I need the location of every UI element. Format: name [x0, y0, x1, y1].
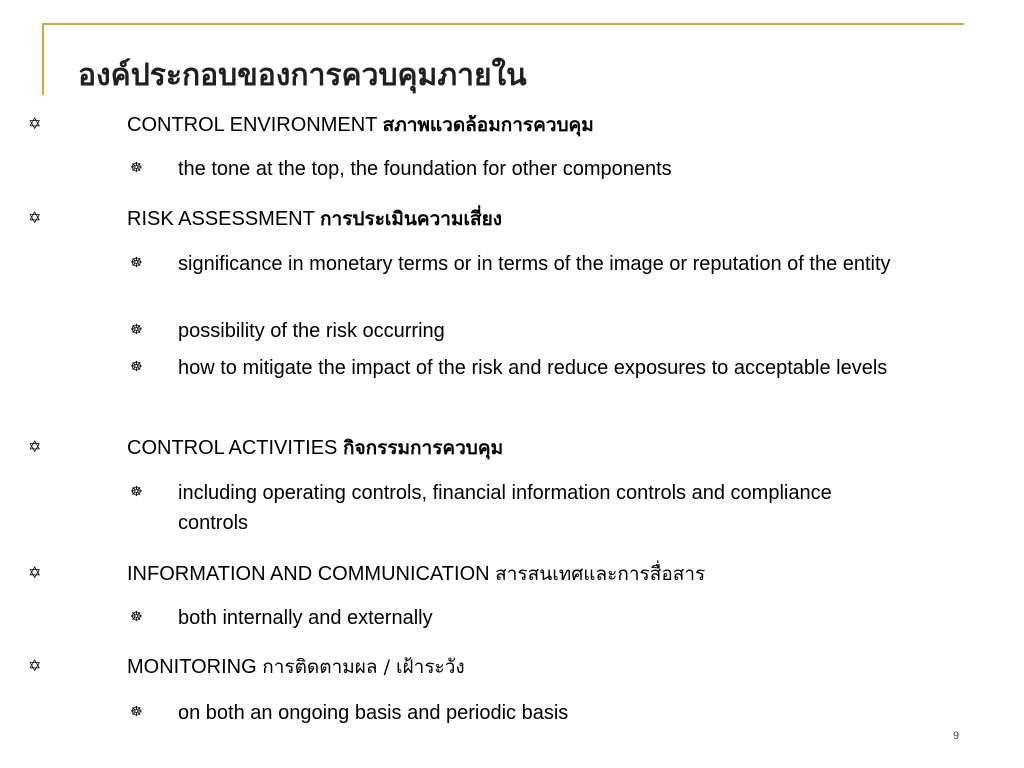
- wheel-of-dharma-icon: ☸: [130, 159, 143, 175]
- section-heading: INFORMATION AND COMMUNICATION: [127, 563, 490, 585]
- wheel-of-dharma-icon: ☸: [130, 703, 143, 719]
- wheel-of-dharma-icon: ☸: [130, 321, 143, 337]
- section-thai: การติดตามผล / เฝ้าระวัง: [262, 656, 465, 678]
- section-thai: กิจกรรมการควบคุม: [342, 437, 504, 459]
- wheel-of-dharma-icon: ☸: [130, 608, 143, 624]
- star-of-david-icon: ✡: [28, 116, 42, 133]
- wheel-of-dharma-icon: ☸: [130, 254, 143, 270]
- section-thai: การประเมินความเสี่ยง: [320, 208, 502, 230]
- wheel-of-dharma-icon: ☸: [130, 483, 143, 499]
- section-heading: CONTROL ACTIVITIES: [127, 437, 338, 459]
- star-of-david-icon: ✡: [28, 439, 42, 456]
- section-heading: MONITORING: [127, 656, 257, 678]
- section-heading: RISK ASSESSMENT: [127, 208, 315, 230]
- section-thai: สภาพแวดล้อมการควบคุม: [382, 114, 594, 136]
- star-of-david-icon: ✡: [28, 658, 42, 675]
- section-thai: สารสนเทศและการสื่อสาร: [495, 563, 706, 585]
- star-of-david-icon: ✡: [28, 565, 42, 582]
- frame-left-rule: [42, 23, 44, 95]
- frame-top-rule: [42, 23, 964, 25]
- wheel-of-dharma-icon: ☸: [130, 358, 143, 374]
- section-heading: CONTROL ENVIRONMENT: [127, 114, 378, 136]
- page-number: 9: [953, 730, 960, 742]
- star-of-david-icon: ✡: [28, 210, 42, 227]
- slide-title: องค์ประกอบของการควบคุมภายใน: [78, 58, 527, 93]
